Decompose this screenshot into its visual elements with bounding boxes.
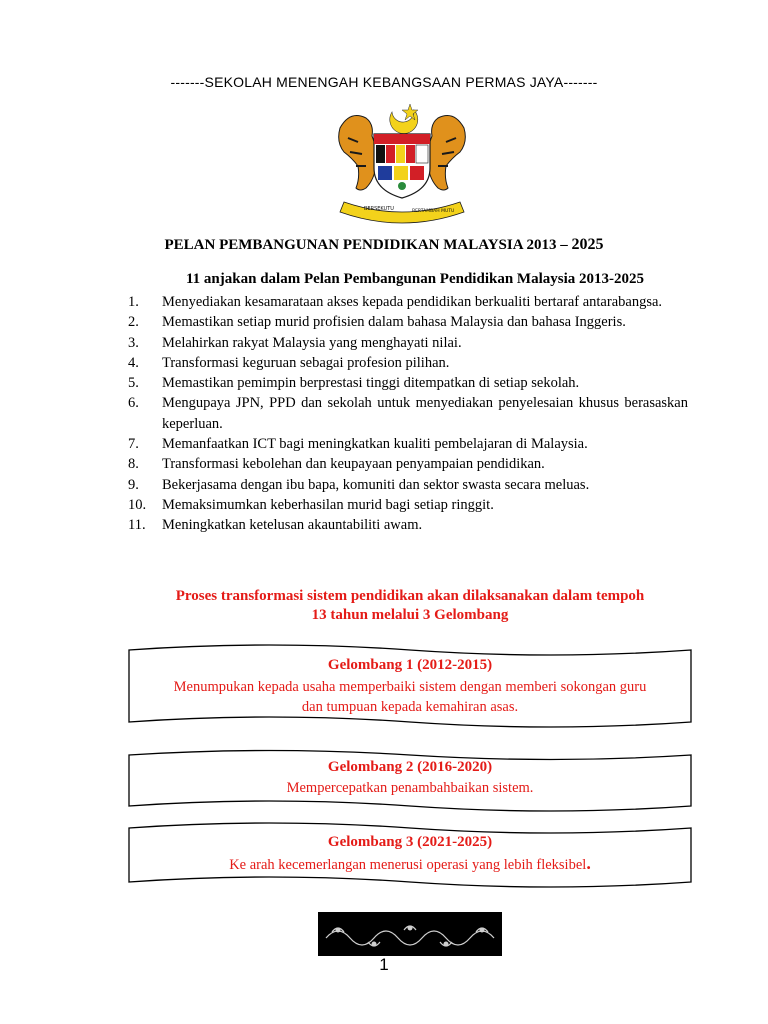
list-item: 1. Menyediakan kesamarataan akses kepada pendidikan berkualiti bertaraf antarabangsa. — [128, 294, 663, 310]
list-item: 3. Melahirkan rakyat Malaysia yang menghayati nilai. — [128, 334, 462, 351]
list-item: 9. Bekerjasama dengan ibu bapa, komuniti dan sektor swasta secara meluas. — [128, 476, 590, 493]
wave-box-1 — [128, 642, 692, 730]
process-heading — [100, 587, 720, 625]
wave-desc-line-1: Ke arah kecemerlangan menerusi operasi yang lebih fleksibel — [229, 857, 587, 873]
page-number: 1 — [379, 955, 389, 974]
wave-desc-line-2: dan tumpuan kepada kemahiran asas. — [301, 699, 519, 715]
wave-desc-line-1: Menumpukan kepada usaha memperbaiki sistem dengan memberi sokongan guru — [173, 679, 647, 695]
shifts-list — [128, 292, 688, 536]
wave-box-2 — [128, 748, 692, 814]
wave-title: Gelombang 2 (2016-2020) — [327, 759, 493, 775]
wave-box-3 — [128, 820, 692, 890]
motto-right: BERTAMBAH MUTU — [412, 209, 455, 214]
process-line-1: Proses transformasi sistem pendidikan akan dilaksanakan dalam tempoh — [175, 588, 645, 604]
list-item: 5. Memastikan pemimpin berprestasi tinggi ditempatkan di setiap sekolah. — [128, 375, 580, 392]
floral-ornament-icon — [318, 912, 502, 956]
school-name: -------SEKOLAH MENENGAH KEBANGSAAN PERMAS JAYA------- — [170, 74, 598, 90]
motto-left: BERSEKUTU — [364, 206, 394, 212]
list-item: 8. Transformasi kebolehan dan keupayaan penyampaian pendidikan. — [128, 456, 545, 473]
list-item: 10. Memaksimumkan keberhasilan murid bagi setiap ringgit. — [128, 496, 494, 513]
malaysia-coat-of-arms-icon — [330, 98, 474, 226]
list-item: 2. Memastikan setiap murid profisien dalam bahasa Malaysia dan bahasa Inggeris. — [128, 314, 626, 331]
wave-desc-line-1: Mempercepatkan penambahbaikan sistem. — [286, 780, 534, 796]
list-item: 4. Transformasi keguruan sebagai profesion pilihan. — [128, 354, 450, 371]
list-item: 6. Mengupaya JPN, PPD dan sekolah untuk menyediakan penyelesaian khusus berasaskan keperluan. — [128, 395, 688, 432]
list-item: 11. Meningkatkan ketelusan akauntabiliti awam. — [128, 517, 423, 534]
list-item: 7. Memanfaatkan ICT bagi meningkatkan kualiti pembelajaran di Malaysia. — [128, 436, 588, 453]
wave-trailing-dot: . — [586, 853, 591, 873]
process-line-2: 13 tahun melalui 3 Gelombang — [311, 607, 509, 623]
wave-title: Gelombang 1 (2012-2015) — [327, 657, 493, 673]
page-title — [0, 236, 768, 254]
wave-title: Gelombang 3 (2021-2025) — [327, 834, 493, 850]
title-year: 2025 — [571, 236, 604, 253]
title-main: PELAN PEMBANGUNAN PENDIDIKAN MALAYSIA 2013 – — [164, 237, 572, 253]
subtitle: 11 anjakan dalam Pelan Pembangunan Pendidikan Malaysia 2013-2025 — [186, 271, 644, 287]
